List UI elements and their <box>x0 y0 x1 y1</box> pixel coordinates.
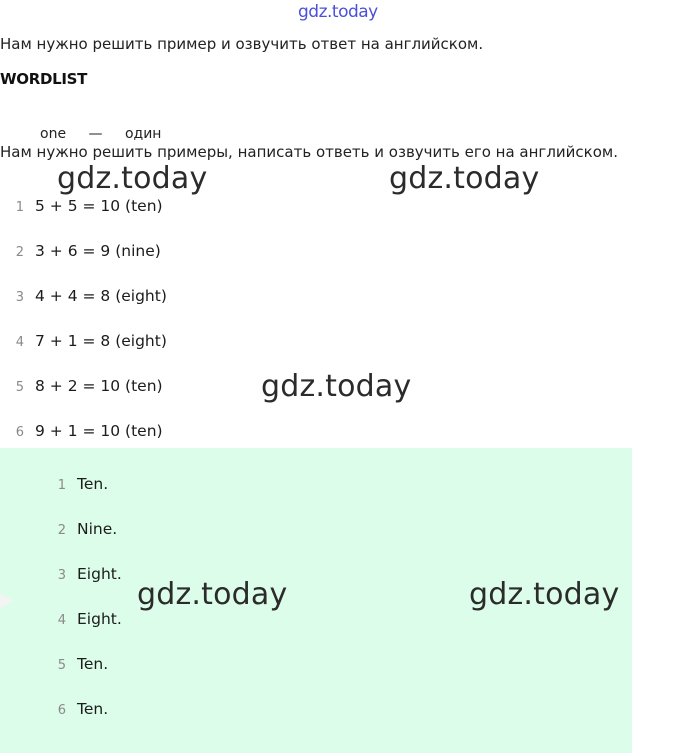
answer-number: 4 <box>57 613 66 628</box>
watermark: gdz.today <box>469 577 620 612</box>
wordlist-heading: WORDLIST <box>0 70 88 88</box>
solution-number: 1 <box>15 200 24 215</box>
watermark: gdz.today <box>137 577 288 612</box>
play-arrow-icon[interactable] <box>0 594 14 608</box>
watermark: gdz.today <box>261 369 412 404</box>
answer-number: 3 <box>57 568 66 583</box>
solution-number: 2 <box>15 245 24 260</box>
answer-text: Nine. <box>77 520 118 538</box>
wordlist-clipped-row <box>0 124 300 142</box>
solution-number: 4 <box>15 335 24 350</box>
intro-text: Нам нужно решить пример и озвучить ответ на английском. <box>0 35 484 53</box>
answer-number: 5 <box>57 658 66 673</box>
watermark: gdz.today <box>389 161 540 196</box>
answer-number: 6 <box>57 703 66 718</box>
solution-text: 3 + 6 = 9 (nine) <box>35 242 161 260</box>
answer-text: Ten. <box>77 700 109 718</box>
solution-text: 7 + 1 = 8 (eight) <box>35 332 167 350</box>
solution-number: 6 <box>15 425 24 440</box>
watermark: gdz.today <box>57 161 208 196</box>
solution-text: 4 + 4 = 8 (eight) <box>35 287 167 305</box>
answer-text: Ten. <box>77 475 109 493</box>
solution-text: 8 + 2 = 10 (ten) <box>35 377 163 395</box>
wordlist-cut-text: one — один <box>40 126 162 142</box>
answer-text: Ten. <box>77 655 109 673</box>
task-text: Нам нужно решить примеры, написать ответь и озвучить его на английском. <box>0 143 618 161</box>
solution-text: 5 + 5 = 10 (ten) <box>35 197 163 215</box>
solution-number: 5 <box>15 380 24 395</box>
solution-text: 9 + 1 = 10 (ten) <box>35 422 163 440</box>
answer-text: Eight. <box>77 565 122 583</box>
answer-text: Eight. <box>77 610 122 628</box>
answer-number: 1 <box>57 478 66 493</box>
header-watermark: gdz.today <box>298 2 378 22</box>
answer-number: 2 <box>57 523 66 538</box>
solution-number: 3 <box>15 290 24 305</box>
